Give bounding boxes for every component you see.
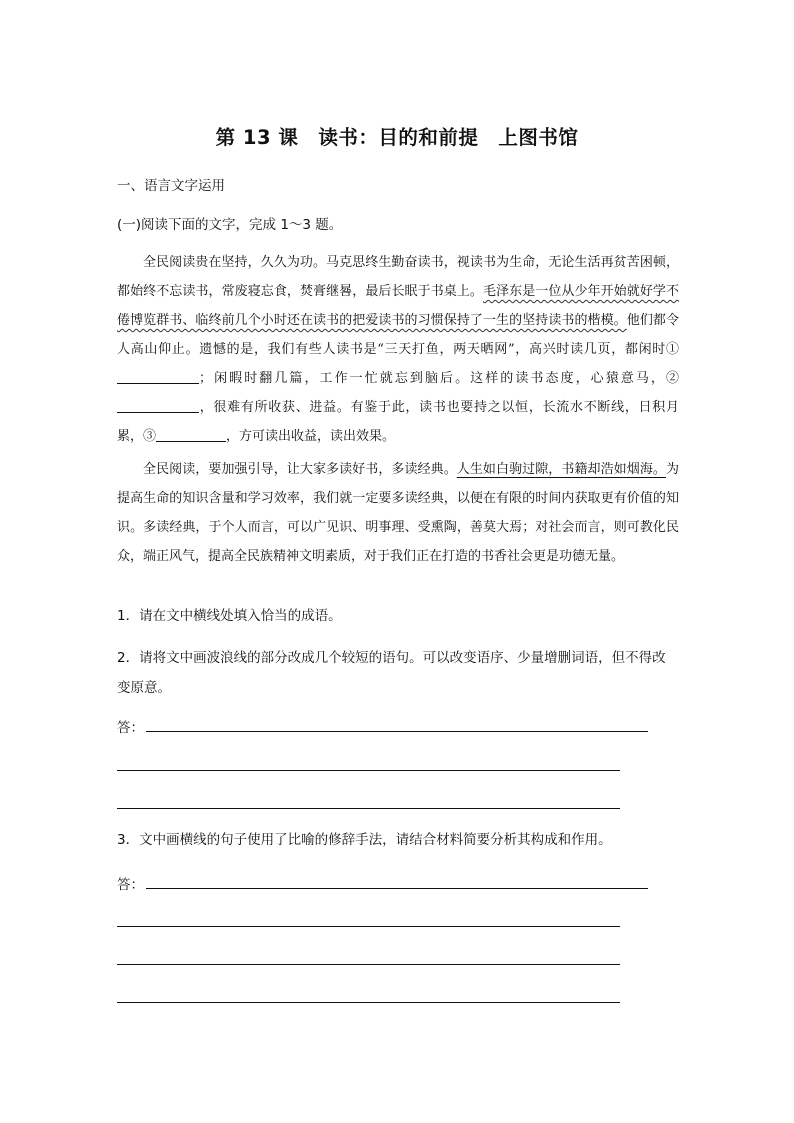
passage-text: 全民阅读，要加强引导，让大家多读好书，多读经典。: [143, 462, 457, 477]
passage-text: 为提高生命的知识含量和学习效率，我们就一定要多读经典，以便在有限的时间内获取更有价值的知识。多读经典，于个人而言，可以广见识、明事理、受熏陶，善莫大焉；对社会而言，则可教化民众，端正风气，提高全民族精神文明素质，对于我们正在打造的书香社会更是功德无量。: [117, 462, 679, 564]
question-3: 3．文中画横线的句子使用了比喻的修辞手法，请结合材料简要分析其构成和作用。: [117, 832, 612, 848]
answer-line[interactable]: [117, 964, 620, 965]
section-heading: 一、语言文字运用: [117, 178, 225, 194]
passage-paragraph-1: [117, 248, 679, 451]
answer-label-q2: 答：: [117, 720, 144, 736]
question-1: 1．请在文中横线处填入恰当的成语。: [117, 608, 342, 624]
passage-text: ，很难有所收获、进益。有鉴于此，读书也要持之以恒，长流水不断线，日积月累，③: [117, 400, 679, 444]
fill-blank-2[interactable]: [117, 398, 199, 413]
answer-line[interactable]: [117, 926, 620, 927]
underlined-sentence: 人生如白驹过隙，书籍却浩如烟海。: [456, 462, 666, 477]
answer-line[interactable]: [146, 888, 648, 889]
reading-instructions: (一)阅读下面的文字，完成 1～3 题。: [117, 217, 343, 233]
answer-line[interactable]: [117, 1002, 620, 1003]
passage-paragraph-2: [117, 455, 679, 571]
passage-text: ，方可读出收益，读出效果。: [226, 429, 396, 444]
passage-text: 他们都令人高山仰止。遗憾的是，我们有些人读书是“三天打鱼，两天晒网”，高兴时读几页，都闲时①: [117, 313, 679, 357]
lesson-title: 第 13 课 读书：目的和前提 上图书馆: [215, 126, 579, 149]
wavy-underlined-sentence: 毛泽东是一位从少年开始就好学不倦博览群书、临终前几个小时还在读书的把爱读书的习惯保持了一生的坚持读书的楷模。: [117, 284, 679, 328]
answer-line[interactable]: [117, 770, 620, 771]
question-2: 2．请将文中画波浪线的部分改成几个较短的语句。可以改变语序、少量增删词语，但不得改变原意。: [117, 650, 666, 696]
passage-text: 全民阅读贵在坚持，久久为功。马克思终生勤奋读书，视读书为生命，无论生活再贫苦困顿，都始终不忘读书，常废寝忘食，焚膏继晷，最后长眠于书桌上。: [117, 255, 679, 299]
fill-blank-3[interactable]: [156, 427, 226, 442]
answer-label-q3: 答：: [117, 877, 144, 893]
answer-line[interactable]: [117, 808, 620, 809]
passage-text: ；闲暇时翻几篇，工作一忙就忘到脑后。这样的读书态度，心猿意马，②: [199, 371, 679, 386]
fill-blank-1[interactable]: [117, 369, 199, 384]
answer-line[interactable]: [146, 731, 648, 732]
